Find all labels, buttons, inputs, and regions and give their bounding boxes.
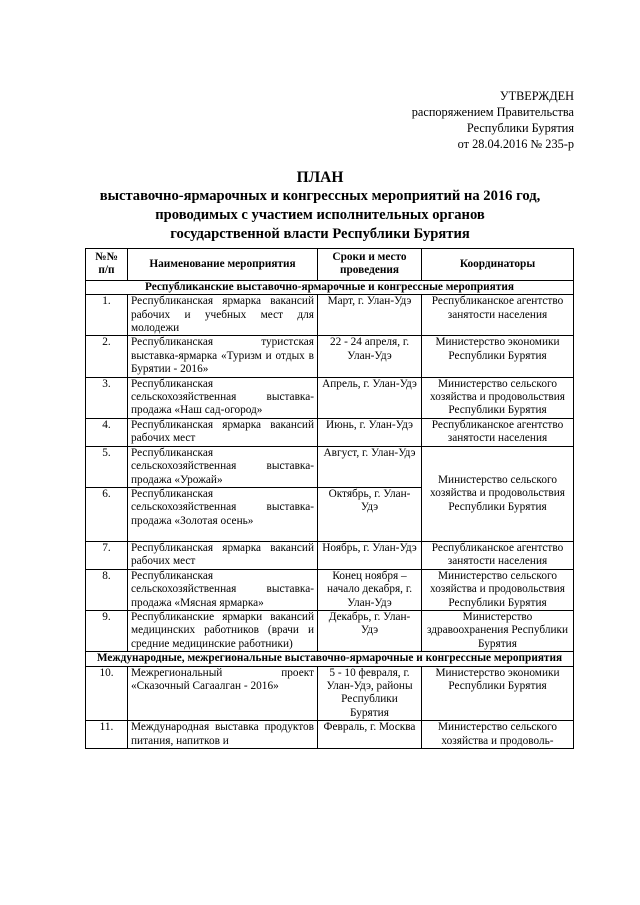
- row-number: 10.: [86, 666, 128, 721]
- event-coordinator: Республиканское агентство занятости населения: [422, 541, 574, 569]
- approval-title: УТВЕРЖДЕН: [499, 89, 574, 103]
- title-line: проводимых с участием исполнительных органов: [155, 207, 485, 223]
- event-coordinator: Республиканское агентство занятости населения: [422, 418, 574, 446]
- table-row: [86, 569, 574, 610]
- section-header: [86, 652, 574, 666]
- approval-line: Республики Бурятия: [466, 121, 574, 135]
- event-coordinator: Министерство экономики Республики Бурятия: [422, 666, 574, 721]
- header-num: №№ п/п: [86, 249, 128, 281]
- event-name: Республиканские ярмарки вакансий медицинских работников (врачи и средние медицинские работники): [128, 610, 318, 651]
- event-name: Межрегиональный проект «Сказочный Сагаалган - 2016»: [128, 666, 318, 721]
- event-name: Республиканская туристская выставка-ярмарка «Туризм и отдых в Бурятии - 2016»: [128, 336, 318, 377]
- row-number: 2.: [86, 336, 128, 377]
- event-name: Международная выставка продуктов питания, напитков и: [128, 721, 318, 749]
- row-number: 4.: [86, 418, 128, 446]
- title-line: выставочно-ярмарочных и конгрессных мероприятий на 2016 год,: [99, 188, 541, 204]
- row-number: 9.: [86, 610, 128, 651]
- event-date: 22 - 24 апреля, г. Улан-Удэ: [318, 336, 422, 377]
- header-coord: Координаторы: [422, 249, 574, 281]
- row-number: 3.: [86, 377, 128, 418]
- event-date: Март, г. Улан-Удэ: [318, 295, 422, 336]
- event-date: Август, г. Улан-Удэ: [318, 446, 422, 487]
- row-number: 5.: [86, 446, 128, 487]
- table-row: [86, 295, 574, 336]
- event-name: Республиканская сельскохозяйственная выставка-продажа «Золотая осень»: [128, 487, 318, 541]
- section-title: Республиканские выставочно-ярмарочные и конгрессные мероприятия: [86, 280, 574, 294]
- event-coordinator: Министерство сельского хозяйства и продовольствия Республики Бурятия: [422, 569, 574, 610]
- title-line: государственной власти Республики Бурятия: [170, 226, 470, 242]
- event-name: Республиканская сельскохозяйственная выставка-продажа «Мясная ярмарка»: [128, 569, 318, 610]
- event-date: 5 - 10 февраля, г. Улан-Удэ, районы Республики Бурятия: [318, 666, 422, 721]
- row-number: 6.: [86, 487, 128, 541]
- header-name: Наименование мероприятия: [128, 249, 318, 281]
- event-date: Апрель, г. Улан-Удэ: [318, 377, 422, 418]
- event-name: Республиканская сельскохозяйственная выставка-продажа «Наш сад-огород»: [128, 377, 318, 418]
- section-header: [86, 280, 574, 294]
- row-number: 1.: [86, 295, 128, 336]
- table-row: [86, 610, 574, 651]
- approval-line: распоряжением Правительства: [411, 105, 574, 119]
- table-row: [86, 418, 574, 446]
- section-title: Международные, межрегиональные выставочно-ярмарочные и конгрессные мероприятия: [86, 652, 574, 666]
- event-date: Февраль, г. Москва: [318, 721, 422, 749]
- events-table: [85, 248, 574, 749]
- row-number: 11.: [86, 721, 128, 749]
- event-coordinator: Министерство здравоохранения Республики Бурятия: [422, 610, 574, 651]
- table-header-row: [86, 249, 574, 281]
- table-row: [86, 446, 574, 487]
- event-name: Республиканская сельскохозяйственная выставка-продажа «Урожай»: [128, 446, 318, 487]
- table-row: [86, 541, 574, 569]
- event-coordinator: Министерство сельского хозяйства и продовольствия Республики Бурятия: [422, 446, 574, 541]
- event-date: Декабрь, г. Улан-Удэ: [318, 610, 422, 651]
- event-name: Республиканская ярмарка вакансий рабочих мест: [128, 541, 318, 569]
- event-name: Республиканская ярмарка вакансий рабочих и учебных мест для молодежи: [128, 295, 318, 336]
- event-coordinator: Министерство экономики Республики Бурятия: [422, 336, 574, 377]
- table-row: [86, 666, 574, 721]
- event-date: Октябрь, г. Улан-Удэ: [318, 487, 422, 541]
- header-date: Сроки и место проведения: [318, 249, 422, 281]
- row-number: 7.: [86, 541, 128, 569]
- table-row: [86, 721, 574, 749]
- table-row: [86, 377, 574, 418]
- event-coordinator: Министерство сельского хозяйства и продовольствия Республики Бурятия: [422, 377, 574, 418]
- approval-stamp: [360, 88, 574, 152]
- document-title: [20, 168, 620, 244]
- table-row: [86, 336, 574, 377]
- event-date: Ноябрь, г. Улан-Удэ: [318, 541, 422, 569]
- event-coordinator: Республиканское агентство занятости населения: [422, 295, 574, 336]
- title-heading: ПЛАН: [296, 169, 344, 186]
- event-date: Конец ноября – начало декабря, г. Улан-Удэ: [318, 569, 422, 610]
- event-date: Июнь, г. Улан-Удэ: [318, 418, 422, 446]
- event-coordinator: Министерство сельского хозяйства и продоволь-: [422, 721, 574, 749]
- row-number: 8.: [86, 569, 128, 610]
- event-name: Республиканская ярмарка вакансий рабочих мест: [128, 418, 318, 446]
- approval-date: от 28.04.2016 № 235-р: [457, 137, 574, 151]
